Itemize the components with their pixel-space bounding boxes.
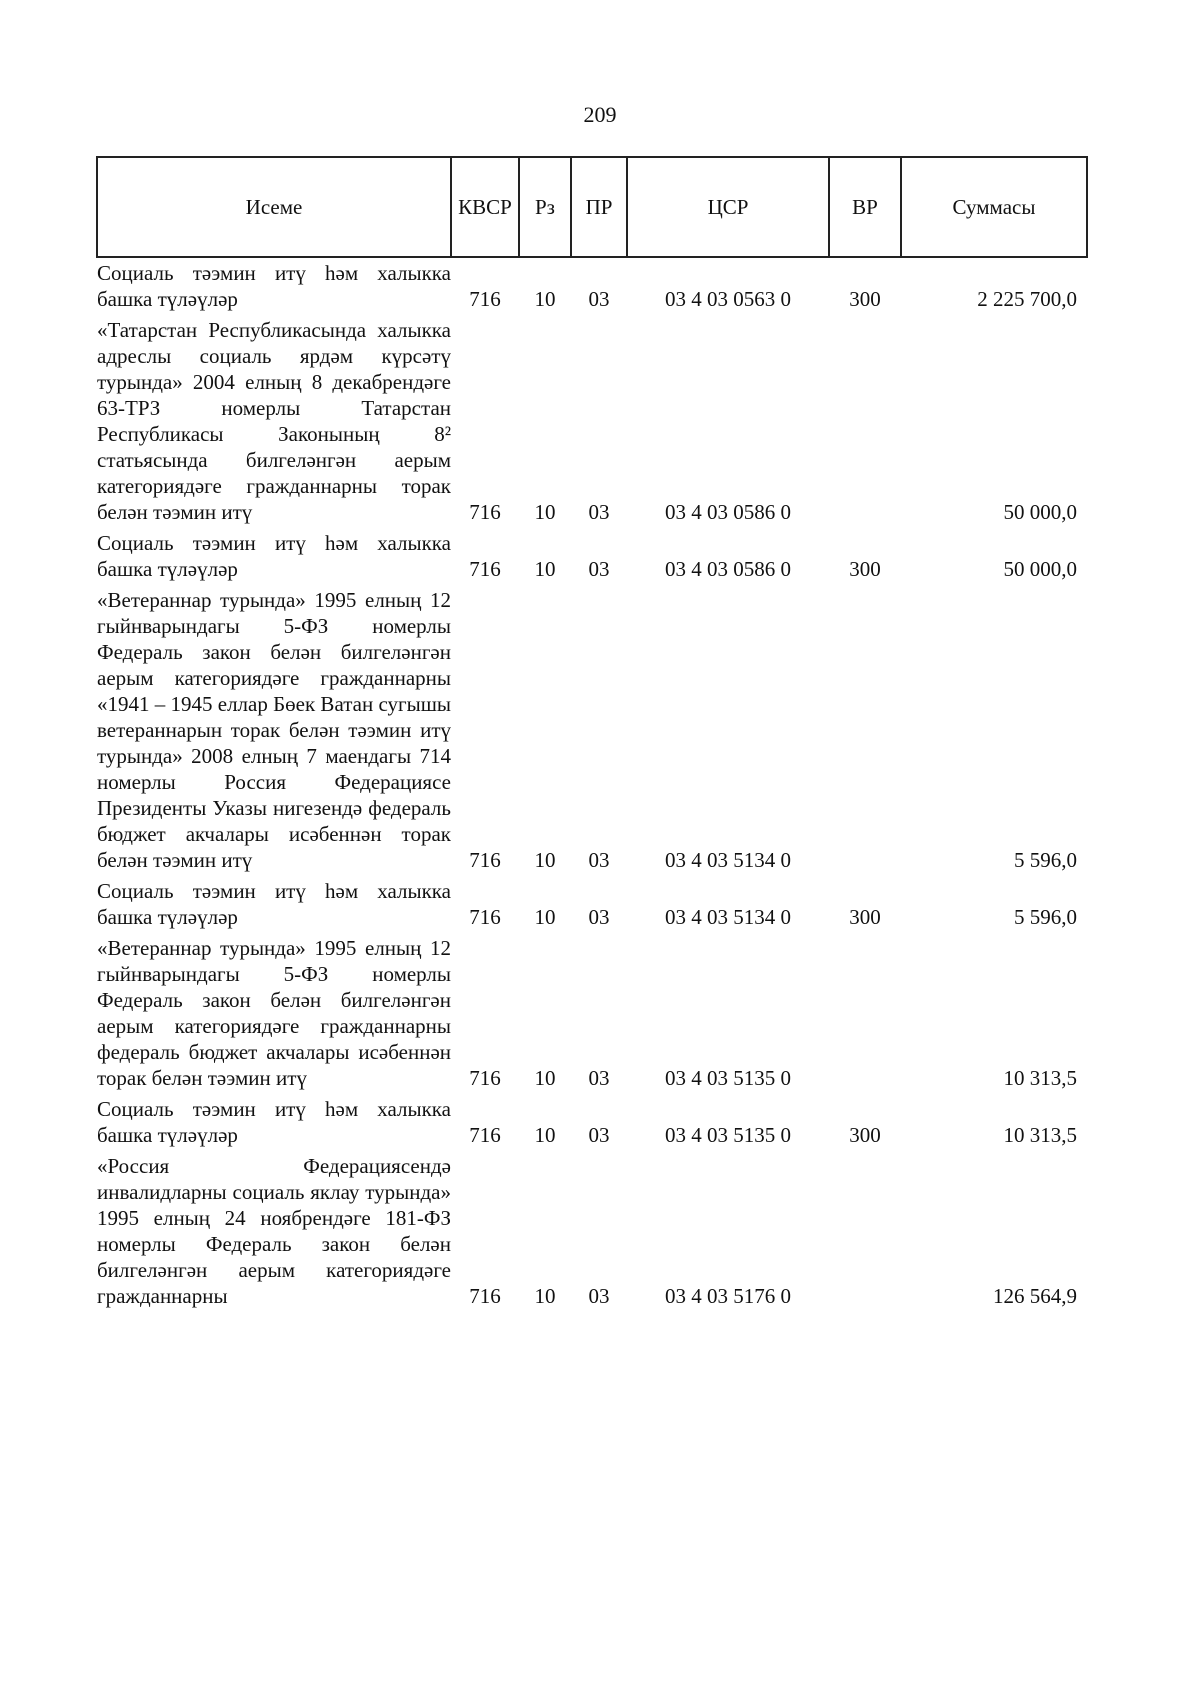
row-pr-cell: 03 bbox=[588, 1066, 610, 1090]
table-row bbox=[97, 1094, 1087, 1151]
row-sum-cell: 5 596,0 bbox=[1014, 905, 1077, 929]
budget-table bbox=[96, 156, 1088, 1312]
row-csr-cell: 03 4 03 5135 0 bbox=[665, 1066, 791, 1090]
row-vr-cell: 300 bbox=[849, 1123, 881, 1147]
table-body bbox=[97, 257, 1087, 1312]
row-pr-cell: 03 bbox=[588, 287, 610, 311]
row-sum-cell: 5 596,0 bbox=[1014, 848, 1077, 872]
row-sum-cell: 50 000,0 bbox=[1003, 500, 1077, 524]
row-kvsr-cell: 716 bbox=[469, 557, 501, 581]
row-pr-cell: 03 bbox=[588, 500, 610, 524]
row-rz-cell: 10 bbox=[534, 1123, 556, 1147]
row-name-cell: «Россия Федерациясендә инвалидларны социаль яклау турында» 1995 елның 24 ноябрендәге 181-ФЗ номерлы Федераль закон белән билгеләнгән аерым категориядәге гражданнарны bbox=[97, 1154, 451, 1308]
page-number: 209 bbox=[583, 102, 617, 127]
header-kvsr: КВСР bbox=[451, 157, 519, 257]
row-sum-cell: 50 000,0 bbox=[1003, 557, 1077, 581]
table-row bbox=[97, 876, 1087, 933]
header-sum: Суммасы bbox=[901, 157, 1087, 257]
header-csr: ЦСР bbox=[627, 157, 829, 257]
row-vr-cell: 300 bbox=[849, 557, 881, 581]
row-pr-cell: 03 bbox=[588, 848, 610, 872]
row-kvsr-cell: 716 bbox=[469, 905, 501, 929]
row-rz-cell: 10 bbox=[534, 557, 556, 581]
header-vr: ВР bbox=[829, 157, 901, 257]
row-vr-cell bbox=[829, 933, 901, 1094]
row-name-cell: Социаль тәэмин итү һәм халыкка башка түләүләр bbox=[97, 261, 451, 311]
row-vr-cell bbox=[829, 1151, 901, 1312]
row-kvsr-cell: 716 bbox=[469, 1066, 501, 1090]
row-csr-cell: 03 4 03 0586 0 bbox=[665, 557, 791, 581]
table-row bbox=[97, 585, 1087, 876]
row-sum-cell: 10 313,5 bbox=[1003, 1066, 1077, 1090]
header-rz: Рз bbox=[519, 157, 571, 257]
row-name-cell: «Ветераннар турында» 1995 елның 12 гыйнварындагы 5-ФЗ номерлы Федераль закон белән билгеләнгән аерым категориядәге гражданнарны федераль бюджет акчалары исәбеннән торак белән тәэмин итү bbox=[97, 936, 451, 1090]
row-vr-cell: 300 bbox=[849, 287, 881, 311]
row-csr-cell: 03 4 03 0563 0 bbox=[665, 287, 791, 311]
row-vr-cell bbox=[829, 585, 901, 876]
row-csr-cell: 03 4 03 5176 0 bbox=[665, 1284, 791, 1308]
row-kvsr-cell: 716 bbox=[469, 1123, 501, 1147]
header-pr: ПР bbox=[571, 157, 627, 257]
table-row bbox=[97, 1151, 1087, 1312]
row-name-cell: Социаль тәэмин итү һәм халыкка башка түләүләр bbox=[97, 1097, 451, 1147]
row-pr-cell: 03 bbox=[588, 905, 610, 929]
row-name-cell: «Ветераннар турында» 1995 елның 12 гыйнварындагы 5-ФЗ номерлы Федераль закон белән билгеләнгән аерым категориядәге гражданнарны «1941 – 1945 еллар Бөек Ватан сугышы ветераннарын торак белән тәэмин итү турында» 2008 елның 7 маендагы 714 номерлы Россия Федерациясе Президенты Указы нигезендә федераль бюджет акчалары исәбеннән торак белән тәэмин итү bbox=[97, 588, 452, 872]
row-rz-cell: 10 bbox=[534, 500, 556, 524]
row-csr-cell: 03 4 03 5135 0 bbox=[665, 1123, 791, 1147]
row-csr-cell: 03 4 03 5134 0 bbox=[665, 848, 791, 872]
table-header bbox=[97, 157, 1087, 257]
row-name-cell: Социаль тәэмин итү һәм халыкка башка түләүләр bbox=[97, 879, 451, 929]
row-sum-cell: 126 564,9 bbox=[993, 1284, 1077, 1308]
row-rz-cell: 10 bbox=[534, 905, 556, 929]
row-vr-cell: 300 bbox=[849, 905, 881, 929]
row-pr-cell: 03 bbox=[588, 1123, 610, 1147]
table-row bbox=[97, 315, 1087, 528]
row-csr-cell: 03 4 03 5134 0 bbox=[665, 905, 791, 929]
row-csr-cell: 03 4 03 0586 0 bbox=[665, 500, 791, 524]
table-row bbox=[97, 933, 1087, 1094]
table-row bbox=[97, 257, 1087, 315]
row-vr-cell bbox=[829, 315, 901, 528]
row-rz-cell: 10 bbox=[534, 1066, 556, 1090]
row-rz-cell: 10 bbox=[534, 1284, 556, 1308]
row-pr-cell: 03 bbox=[588, 557, 610, 581]
row-rz-cell: 10 bbox=[534, 287, 556, 311]
table-row bbox=[97, 528, 1087, 585]
header-name: Исеме bbox=[97, 157, 451, 257]
row-rz-cell: 10 bbox=[534, 848, 556, 872]
row-kvsr-cell: 716 bbox=[469, 287, 501, 311]
row-kvsr-cell: 716 bbox=[469, 500, 501, 524]
row-sum-cell: 10 313,5 bbox=[1003, 1123, 1077, 1147]
row-name-cell: Социаль тәэмин итү һәм халыкка башка түләүләр bbox=[97, 531, 451, 581]
row-kvsr-cell: 716 bbox=[469, 1284, 501, 1308]
row-sum-cell: 2 225 700,0 bbox=[977, 287, 1077, 311]
row-name-cell: «Татарстан Республикасында халыкка адреслы социаль ярдәм күрсәтү турында» 2004 елның 8 декабрендәге 63-ТРЗ номерлы Татарстан Республикасы Законының 8² статьясында билгеләнгән аерым категориядәге гражданнарны торак белән тәэмин итү bbox=[97, 318, 451, 524]
row-pr-cell: 03 bbox=[588, 1284, 610, 1308]
row-kvsr-cell: 716 bbox=[469, 848, 501, 872]
